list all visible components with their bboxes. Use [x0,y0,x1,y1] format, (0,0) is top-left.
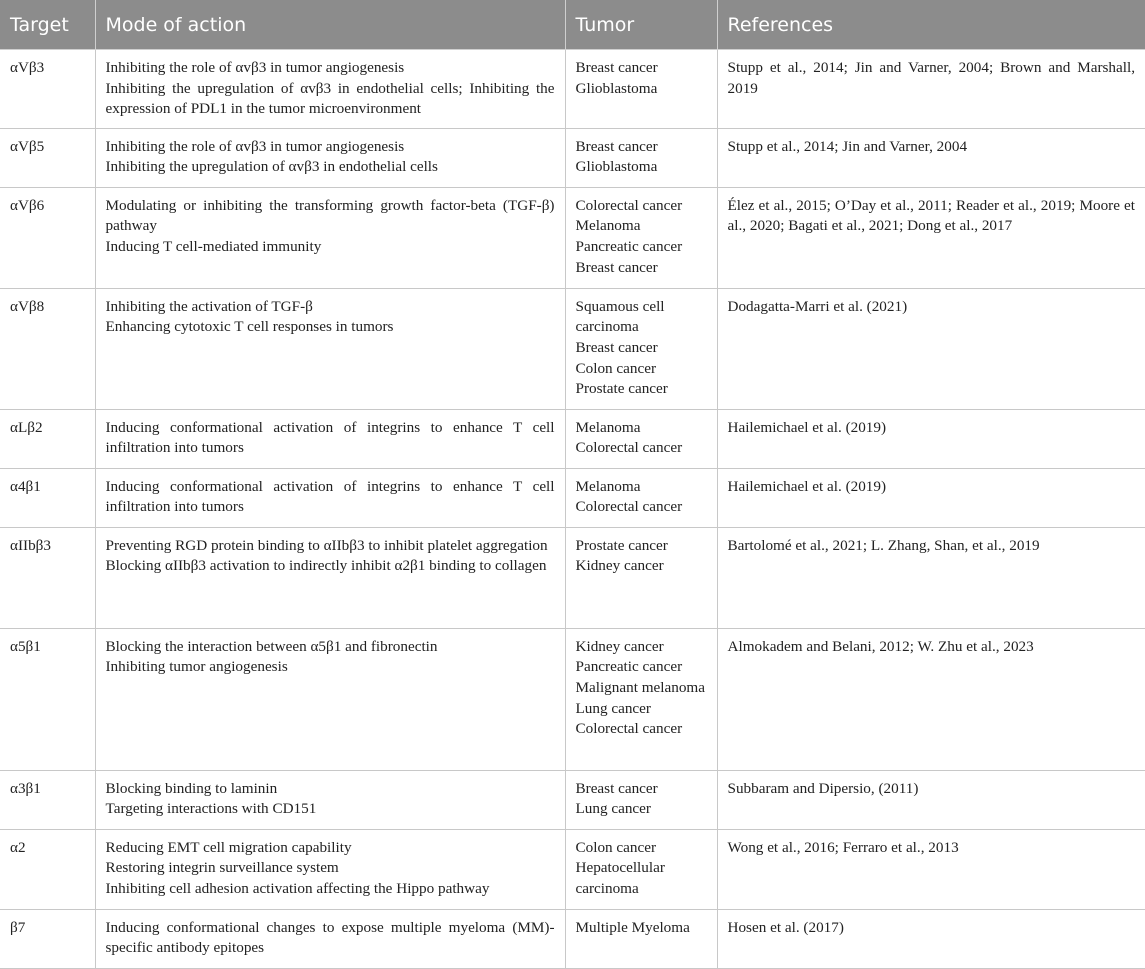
header-tumor: Tumor [565,0,717,50]
cell-target: αIIbβ3 [0,527,95,628]
cell-target: α3β1 [0,770,95,829]
tumor-line: Malignant melanoma [575,678,705,696]
tumor-line: Melanoma [575,217,641,235]
mode-line: Modulating or inhibiting the transforming growth factor-beta (TGF-β) pathway [105,196,555,235]
header-references: References [717,0,1145,50]
cell-tumor [565,50,717,129]
tumor-line: Multiple Myeloma [575,918,690,936]
mode-line: Inhibiting the upregulation of αvβ3 in endothelial cells; Inhibiting the expression of PDL1 in the tumor microenvironment [105,79,555,118]
cell-mode-of-action [95,770,565,829]
tumor-line: Colorectal cancer [575,439,683,457]
tumor-line: Pancreatic cancer [575,658,683,676]
cell-tumor [565,128,717,187]
mode-line: Restoring integrin surveillance system [105,859,339,877]
tumor-line: Squamous cell carcinoma [575,297,665,336]
mode-line: Inhibiting the activation of TGF-β [105,297,313,315]
cell-mode-of-action [95,909,565,968]
tumor-line: Breast cancer [575,137,658,155]
cell-mode-of-action [95,468,565,527]
mode-line: Inducing conformational activation of integrins to enhance T cell infiltration into tumors [105,477,555,516]
mode-line: Inducing conformational changes to expose multiple myeloma (MM)-specific antibody epitopes [105,918,555,957]
cell-references: Stupp et al., 2014; Jin and Varner, 2004; Brown and Marshall, 2019 [717,50,1145,129]
tumor-line: Colon cancer [575,359,657,377]
cell-mode-of-action [95,527,565,628]
table-row [0,288,1145,409]
table-row [0,527,1145,628]
cell-references: Hailemichael et al. (2019) [717,409,1145,468]
cell-tumor [565,770,717,829]
cell-tumor [565,909,717,968]
cell-references: Wong et al., 2016; Ferraro et al., 2013 [717,829,1145,909]
table-row [0,409,1145,468]
tumor-line: Breast cancer [575,59,658,76]
mode-line: Inhibiting the role of αvβ3 in tumor angiogenesis [105,137,405,155]
cell-target: αVβ8 [0,288,95,409]
table-body [0,50,1145,969]
tumor-line: Prostate cancer [575,380,668,398]
tumor-line: Colorectal cancer [575,196,683,214]
table-row [0,909,1145,968]
mode-line: Blocking αIIbβ3 activation to indirectly inhibit α2β1 binding to collagen [105,557,547,575]
cell-tumor [565,527,717,628]
cell-mode-of-action [95,187,565,288]
table-row [0,468,1145,527]
cell-target: β7 [0,909,95,968]
tumor-line: Breast cancer [575,338,658,356]
table-row [0,128,1145,187]
tumor-line: Pancreatic cancer [575,237,683,255]
table-row [0,50,1145,129]
cell-tumor [565,288,717,409]
cell-tumor [565,628,717,770]
mode-line: Reducing EMT cell migration capability [105,838,352,856]
cell-target: α2 [0,829,95,909]
cell-references: Hailemichael et al. (2019) [717,468,1145,527]
cell-mode-of-action [95,409,565,468]
mode-line: Inhibiting cell adhesion activation affecting the Hippo pathway [105,879,490,897]
tumor-line: Kidney cancer [575,557,664,575]
cell-mode-of-action [95,50,565,129]
mode-line: Inducing conformational activation of integrins to enhance T cell infiltration into tumors [105,418,555,457]
tumor-line: Glioblastoma [575,79,658,97]
tumor-line: Breast cancer [575,258,658,276]
tumor-line: Colorectal cancer [575,498,683,516]
cell-references: Stupp et al., 2014; Jin and Varner, 2004 [717,128,1145,187]
mode-line: Inhibiting the role of αvβ3 in tumor angiogenesis [105,59,405,76]
cell-references: Subbaram and Dipersio, (2011) [717,770,1145,829]
cell-target: αLβ2 [0,409,95,468]
table-row [0,829,1145,909]
cell-target: αVβ3 [0,50,95,129]
tumor-line: Colon cancer [575,838,657,856]
tumor-line: Hepatocellular carcinoma [575,859,665,897]
mode-line: Inhibiting tumor angiogenesis [105,658,288,676]
mode-line: Inhibiting the upregulation of αvβ3 in endothelial cells [105,158,438,176]
cell-tumor [565,409,717,468]
cell-tumor [565,468,717,527]
table-row [0,187,1145,288]
cell-target: α5β1 [0,628,95,770]
tumor-line: Breast cancer [575,779,658,797]
cell-mode-of-action [95,829,565,909]
cell-mode-of-action [95,128,565,187]
header-target: Target [0,0,95,50]
cell-references: Almokadem and Belani, 2012; W. Zhu et al., 2023 [717,628,1145,770]
mode-line: Preventing RGD protein binding to αIIbβ3 to inhibit platelet aggregation [105,536,548,554]
mode-line: Enhancing cytotoxic T cell responses in tumors [105,318,394,336]
cell-references: Hosen et al. (2017) [717,909,1145,968]
cell-mode-of-action [95,628,565,770]
cell-target: αVβ6 [0,187,95,288]
cell-tumor [565,829,717,909]
tumor-line: Lung cancer [575,800,651,818]
table-header [0,0,1145,50]
cell-references: Bartolomé et al., 2021; L. Zhang, Shan, et al., 2019 [717,527,1145,628]
tumor-line: Melanoma [575,418,641,436]
header-mode-of-action: Mode of action [95,0,565,50]
cell-references: Dodagatta-Marri et al. (2021) [717,288,1145,409]
mode-line: Blocking the interaction between α5β1 and fibronectin [105,637,438,655]
tumor-line: Lung cancer [575,699,651,717]
tumor-line: Colorectal cancer [575,720,683,738]
cell-target: α4β1 [0,468,95,527]
cell-target: αVβ5 [0,128,95,187]
mode-line: Blocking binding to laminin [105,779,278,797]
tumor-line: Glioblastoma [575,158,658,176]
cell-tumor [565,187,717,288]
cell-mode-of-action [95,288,565,409]
tumor-line: Melanoma [575,477,641,495]
tumor-line: Kidney cancer [575,637,664,655]
tumor-line: Prostate cancer [575,536,668,554]
table-row [0,628,1145,770]
cell-references: Élez et al., 2015; O’Day et al., 2011; Reader et al., 2019; Moore et al., 2020; Bagati et al., 2021; Dong et al., 2017 [717,187,1145,288]
header-row [0,0,1145,50]
table-row [0,770,1145,829]
mode-line: Targeting interactions with CD151 [105,800,317,818]
mode-line: Inducing T cell-mediated immunity [105,237,322,255]
